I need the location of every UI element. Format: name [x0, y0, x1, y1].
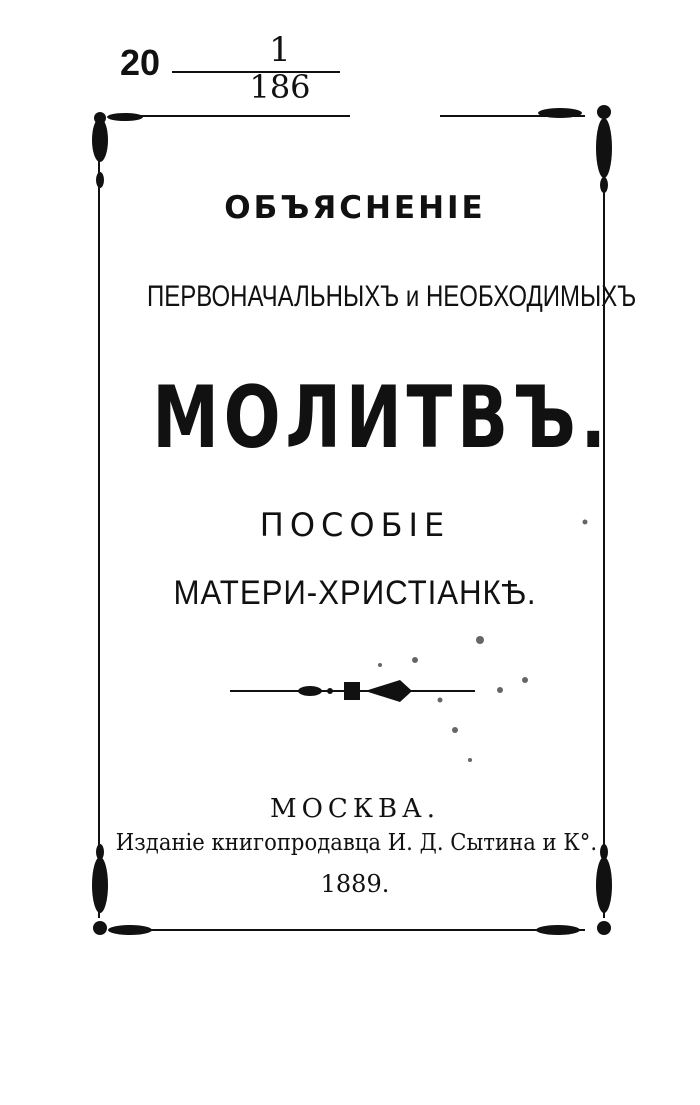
- subtitle-line-2: МАТЕРИ-ХРИСТІАНКѢ.: [173, 574, 537, 612]
- title-line-1: ОБЪЯСНЕНІЕ: [224, 190, 486, 226]
- subtitle-line-1: ПОСОБІЕ: [259, 506, 451, 544]
- title-line-2: ПЕРВОНАЧАЛЬНЫХЪ и НЕОБХОДИМЫХЪ: [147, 280, 637, 313]
- shelfmark: [120, 20, 350, 110]
- shelfmark-denominator: 186: [249, 68, 311, 106]
- imprint-publisher: Изданіе книгопродавца И. Д. Сытина и К°.: [115, 830, 598, 856]
- imprint-city: МОСКВА.: [269, 794, 440, 824]
- title-line-3: МОЛИТВЪ.: [152, 368, 611, 468]
- shelfmark-numerator: 1: [269, 30, 291, 70]
- shelfmark-prefix: 20: [120, 42, 161, 83]
- imprint-year: 1889.: [320, 870, 390, 898]
